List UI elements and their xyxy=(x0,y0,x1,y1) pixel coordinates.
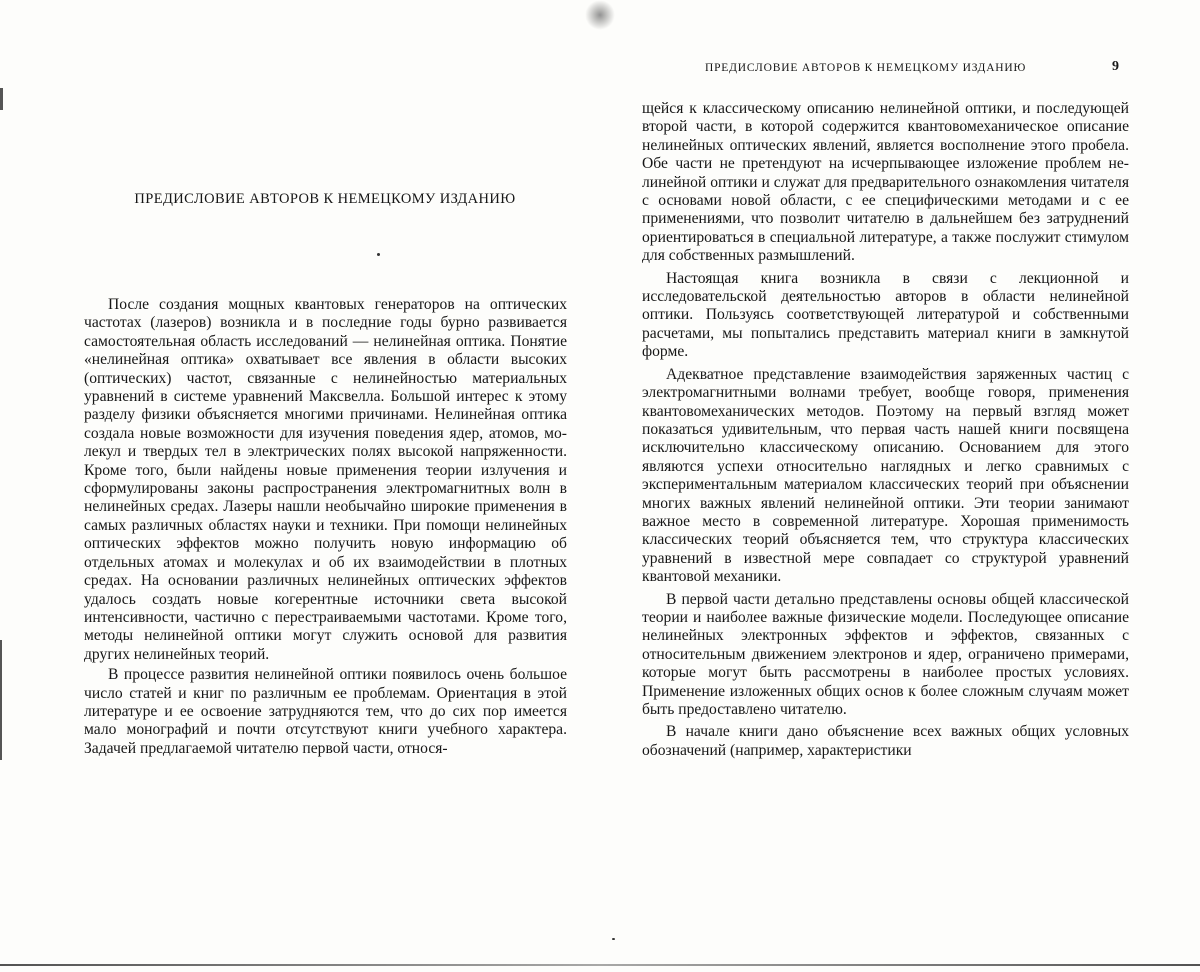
page-edge-mark xyxy=(0,88,3,110)
left-page-body xyxy=(84,296,567,758)
page-number: 9 xyxy=(1112,59,1119,74)
paragraph: После создания мощных квантовых генераторов на оптических частотах (лазеров) возникла и в последние годы бурно развивается самостоятельная область исследований — нелинейная оптика. Понятие «нелинейная оптика» охватывает все явления в области высоких (оптических) частот, связанные с нелинейностью материальных уравнений в системе уравнений Максвелла. Большой интерес к этому разделу физики объясняется многими причинами. Нелинейная оптика создала новые возможности для изучения поведения ядер, атомов, молекул и твердых тел в электрических полях высокой напряженности. Кроме того, были найдены новые применения теории излучения и сформулированы законы распространения электромагнитных волн в нелинейных средах. Лазеры нашли необычайно широкие применения в самых различных областях науки и техники. При помощи нелинейных оптических эффектов можно получить новую информацию об отдельных атомах и молекулах и об их взаимодействии в плотных средах. На основании различных нелинейных оптических эффектов удалось создать новые когерентные источники света высокой интенсивности, частично с перестраиваемыми частотами. Кроме того, методы нелинейной оптики могут служить основой для развития других нелинейных теорий. xyxy=(84,296,567,663)
paragraph: В процессе развития нелинейной оптики появилось очень большое число статей и книг по различным ее проблемам. Ориентация в этой литературе и ее освоение затрудняются тем, что до сих пор имеется мало монографий и почти отсутствуют книги учебного характера. Задачей предлагаемой читателю первой части, относя- xyxy=(84,666,567,757)
paragraph: В начале книги дано объяснение всех важных общих условных обозначений (например, характеристики xyxy=(642,723,1129,759)
paragraph: В первой части детально представлены основы общей классической теории и наиболее важные физические модели. Последующее описание нелинейных электронных эффектов и эффектов, связанных с относительным движением электронов и ядер, ограничено примерами, которые могут быть рассмотрены в наиболее простых условиях. Применение изложенных общих основ к более сложным случаям может быть предоставлено читателю. xyxy=(642,590,1129,718)
chapter-title: ПРЕДИСЛОВИЕ АВТОРОВ К НЕМЕЦКОМУ ИЗДАНИЮ xyxy=(134,191,516,207)
scan-speck xyxy=(377,253,380,256)
scan-bottom-edge xyxy=(0,964,1200,966)
right-page-body xyxy=(642,100,1129,760)
right-page xyxy=(600,0,1200,972)
scan-speck xyxy=(612,938,615,940)
paragraph: Настоящая книга возникла в связи с лекционной и исследовательской деятельностью авторов в области нелинейной оптики. Пользуясь соответствующей литературой и собственными расчетами, мы попытались представить материал книги в замкнутой форме. xyxy=(642,269,1129,361)
page-edge-mark xyxy=(0,640,2,760)
gutter-shadow xyxy=(585,0,615,30)
paragraph: щейся к классическому описанию нелинейной оптики, и последующей второй части, в которой содержится квантовомеханическое описание нелинейных оптических явлений, является восполнение этого пробела. Обе части не претендуют на исчерпывающее изложение проблем нелинейной оптики и служат для предварительного ознакомления читателя с основами новой области, с ее специфическими методами и с ее применениями, что позволит читателю в дальнейшем без затруднений ориентироваться в специальной литературе, а также послужит стимулом для собственных размышлений. xyxy=(642,100,1129,265)
paragraph: Адекватное представление взаимодействия заряженных частиц с электромагнитными волнами требует, вообще говоря, применения квантовомеханических методов. Поэтому на первый взгляд может показаться удивительным, что первая часть нашей книги посвящена исключительно классическому описанию. Основанием для этого являются успехи относительно наглядных и легко сравнимых с экспериментальным материалом классических теорий при объяснении многих важных явлений нелинейной оптики. Эти теории занимают важное место в современной литературе. Хорошая применимость классических теорий объясняется тем, что структура классических уравнений в известной мере совпадает со структурой уравнений квантовой механики. xyxy=(642,365,1129,586)
running-head: ПРЕДИСЛОВИЕ АВТОРОВ К НЕМЕЦКОМУ ИЗДАНИЮ xyxy=(705,62,1027,74)
